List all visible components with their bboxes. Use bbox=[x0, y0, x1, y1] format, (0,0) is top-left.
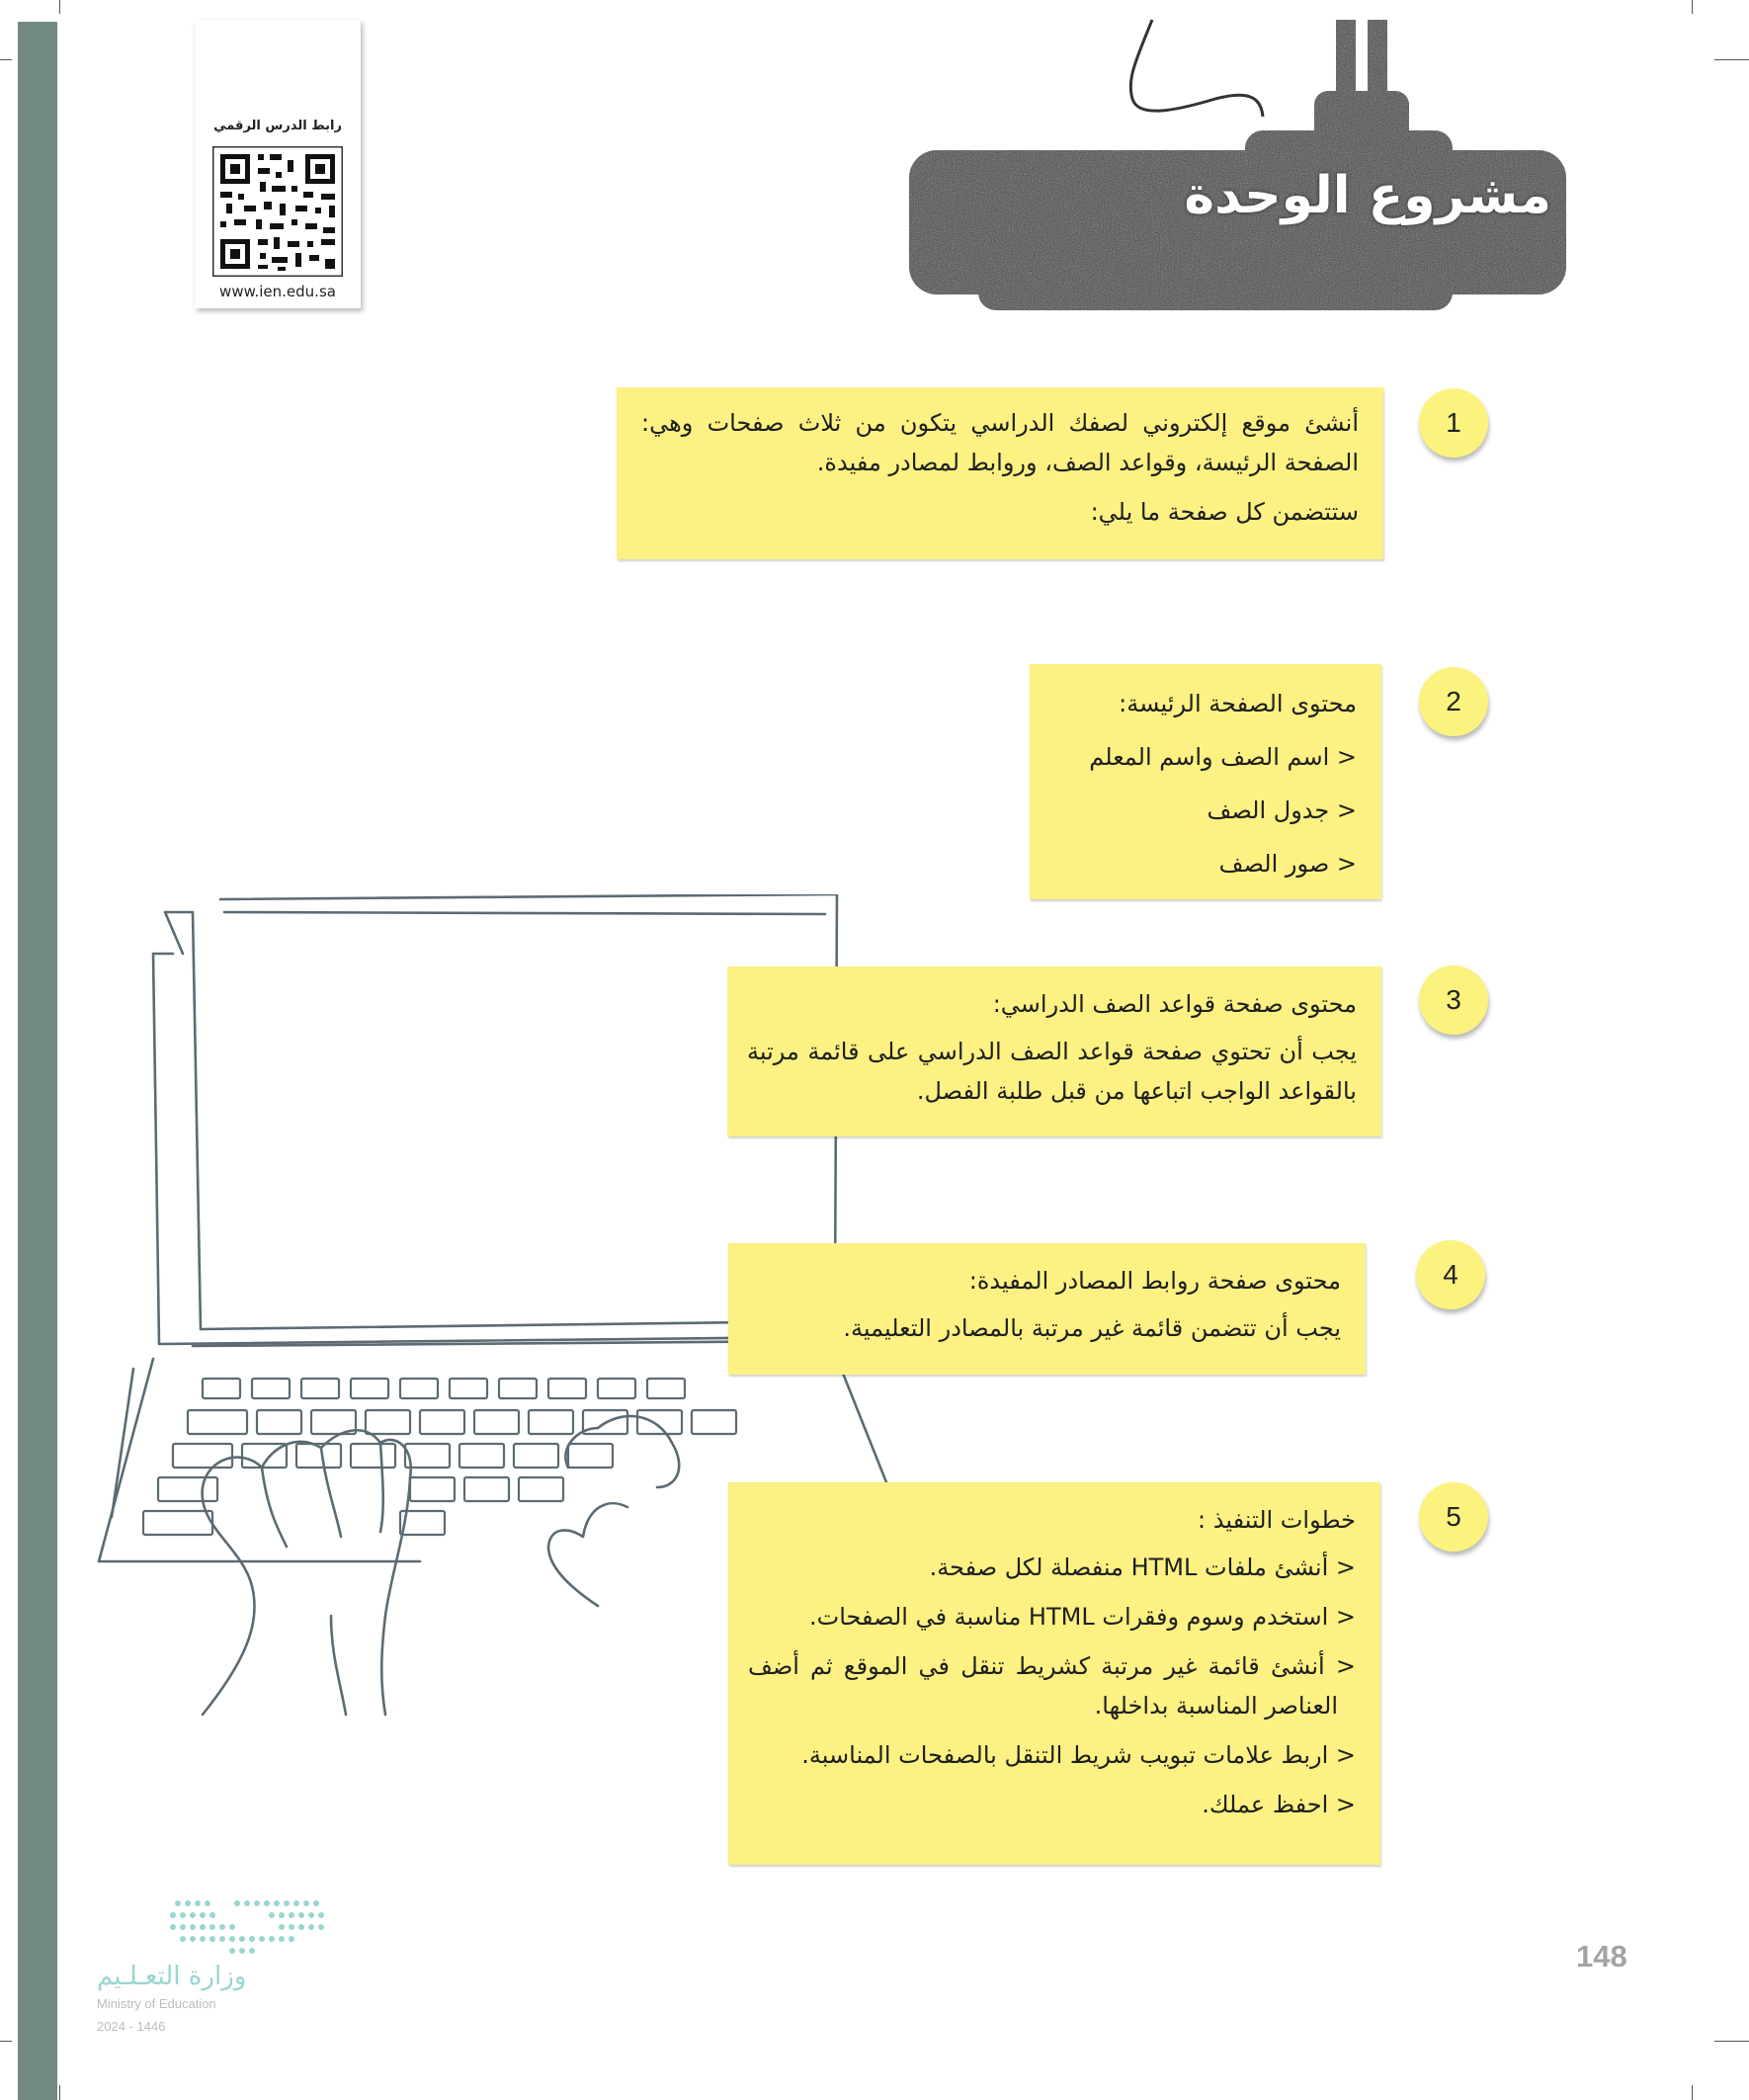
qr-card[interactable] bbox=[195, 20, 361, 308]
ministry-name-ar: وزارة التعـلـيم bbox=[97, 1962, 247, 1991]
step-heading: خطوات التنفيذ : bbox=[1198, 1506, 1356, 1534]
qr-title: رابط الدرس الرقمي bbox=[213, 119, 342, 133]
page-title: مشروع الوحدة bbox=[1184, 166, 1551, 225]
list-item: < جدول الصف bbox=[1044, 791, 1357, 830]
list-item: < أنشئ ملفات HTML منفصلة لكل صفحة. bbox=[748, 1548, 1356, 1587]
step-text: يجب أن تحتوي صفحة قواعد الصف الدراسي على قائمة مرتبة بالقواعد الواجب اتباعها من قبل طلبة الفصل. bbox=[747, 1038, 1357, 1105]
step-text: يجب أن تتضمن قائمة غير مرتبة بالمصادر التعليمية. bbox=[843, 1314, 1341, 1342]
qr-code-icon[interactable] bbox=[212, 146, 343, 277]
qr-url[interactable]: www.ien.edu.sa bbox=[219, 283, 336, 300]
step-number: 4 bbox=[1416, 1240, 1485, 1309]
step-note-2 bbox=[1030, 664, 1381, 899]
step-text: أنشئ موقع إلكتروني لصفك الدراسي يتكون من ثلاث صفحات وهي: الصفحة الرئيسة، وقواعد الصف، وروابط لمصادر مفيدة. bbox=[641, 409, 1359, 476]
edition-year: 2024 - 1446 bbox=[97, 2019, 166, 2034]
crop-mark bbox=[1692, 0, 1693, 14]
list-item: < احفظ عملك. bbox=[748, 1785, 1356, 1824]
header-banner bbox=[889, 0, 1581, 326]
step-text: ستتضمن كل صفحة ما يلي: bbox=[1090, 498, 1359, 526]
crop-mark bbox=[1714, 59, 1749, 60]
step-number: 5 bbox=[1419, 1482, 1488, 1552]
step-number: 3 bbox=[1419, 966, 1488, 1035]
step-note-3 bbox=[727, 966, 1381, 1136]
step-note-1 bbox=[617, 387, 1383, 559]
list-item: < اسم الصف واسم المعلم bbox=[1044, 737, 1357, 777]
list-item: < أنشئ قائمة غير مرتبة كشريط تنقل في الموقع ثم أضف العناصر المناسبة بداخلها. bbox=[748, 1646, 1356, 1725]
step-note-4 bbox=[728, 1243, 1366, 1375]
step-heading: محتوى الصفحة الرئيسة: bbox=[1119, 690, 1357, 717]
crop-mark bbox=[59, 0, 60, 14]
crop-mark bbox=[1692, 2085, 1693, 2100]
page-number: 148 bbox=[1576, 1939, 1627, 1974]
crop-mark bbox=[0, 59, 12, 60]
step-heading: محتوى صفحة روابط المصادر المفيدة: bbox=[968, 1267, 1341, 1295]
list-item: < اربط علامات تبويب شريط التنقل بالصفحات المناسبة. bbox=[748, 1735, 1356, 1775]
crop-mark bbox=[59, 2085, 60, 2100]
side-color-band bbox=[18, 22, 57, 2100]
ministry-name-en: Ministry of Education bbox=[97, 1996, 216, 2011]
crop-mark bbox=[1714, 2041, 1749, 2042]
crop-mark bbox=[0, 2041, 12, 2042]
step-number: 2 bbox=[1419, 667, 1488, 736]
list-item: < استخدم وسوم وفقرات HTML مناسبة في الصفحات. bbox=[748, 1597, 1356, 1637]
step-note-5 bbox=[728, 1482, 1380, 1865]
step-heading: محتوى صفحة قواعد الصف الدراسي: bbox=[992, 990, 1357, 1018]
step-number: 1 bbox=[1419, 388, 1488, 458]
list-item: < صور الصف bbox=[1044, 844, 1357, 883]
